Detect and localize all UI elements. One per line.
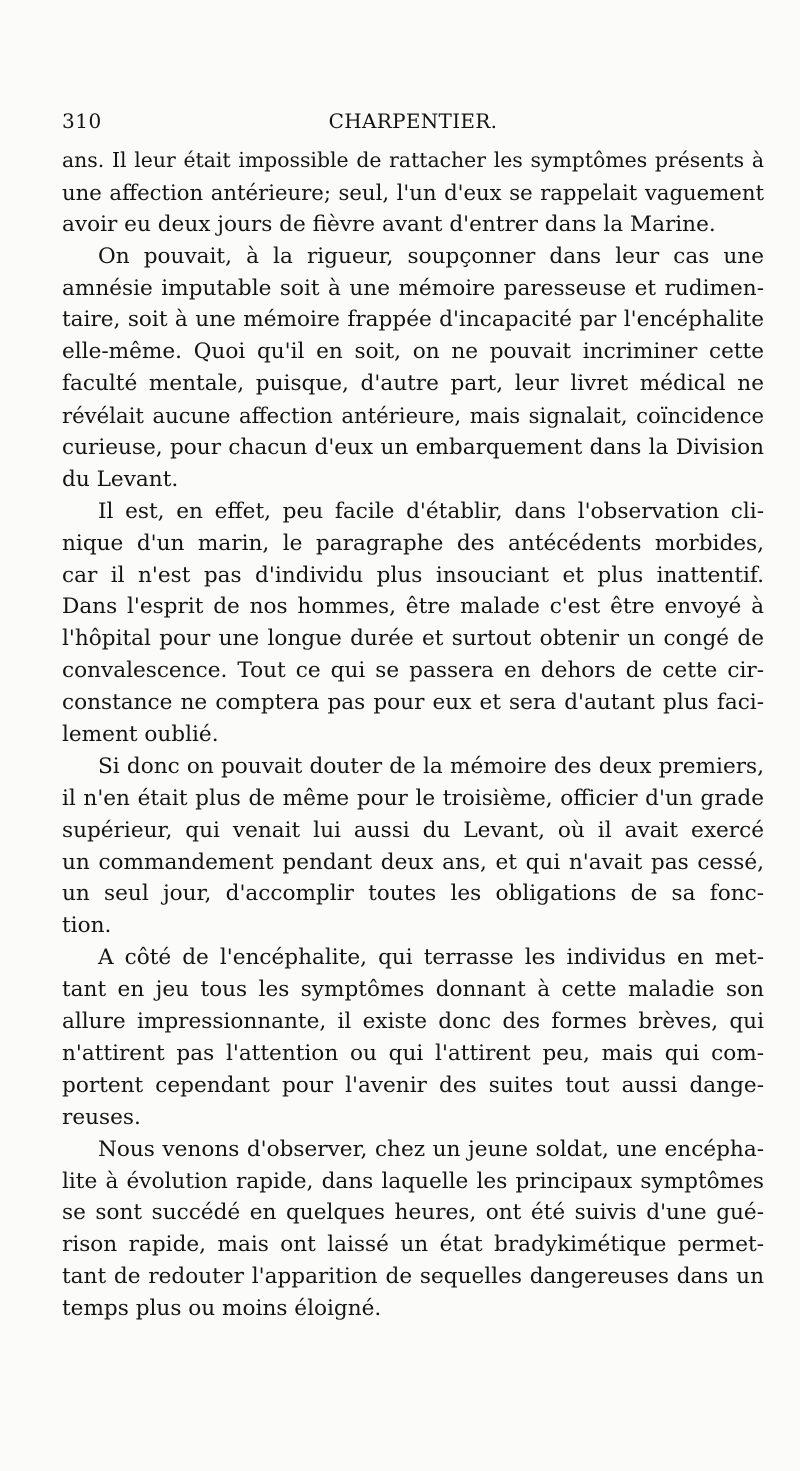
running-head: CHARPENTIER. — [328, 109, 498, 133]
text-line: temps plus ou moins éloigné. — [62, 1296, 382, 1322]
text-line: On pouvait, à la rigueur, soupçonner dans leur cas une — [98, 243, 764, 269]
text-line: Nous venons d'observer, chez un jeune soldat, une encépha- — [98, 1136, 764, 1162]
text-line: lite à évolution rapide, dans laquelle les principaux symptômes — [62, 1168, 764, 1194]
text-line: du Levant. — [62, 466, 179, 492]
text-line: nique d'un marin, le paragraphe des antécédents morbides, — [62, 530, 764, 556]
text-line: ans. Il leur était impossible de rattacher les symptômes présents à — [62, 148, 764, 172]
text-line: reuses. — [62, 1104, 141, 1130]
text-line: tant de redouter l'apparition de sequelles dangereuses dans un — [62, 1264, 764, 1290]
text-line: Si donc on pouvait douter de la mémoire des deux premiers, — [98, 753, 764, 779]
text-line: se sont succédé en quelques heures, ont été suivis d'une gué- — [62, 1200, 764, 1226]
text-line: tant en jeu tous les symptômes donnant à cette maladie son — [62, 977, 764, 1003]
text-line: tion. — [62, 913, 112, 939]
text-line: amnésie imputable soit à une mémoire paresseuse et rudimen- — [62, 275, 764, 301]
text-line: convalescence. Tout ce qui se passera en dehors de cette cir- — [62, 658, 764, 684]
text-line: une affection antérieure; seul, l'un d'eux se rappelait vaguement — [62, 179, 764, 205]
text-line: l'hôpital pour une longue durée et surtout obtenir un congé de — [62, 626, 764, 652]
text-line: révélait aucune affection antérieure, mais signalait, coïncidence — [62, 403, 764, 429]
page-header — [62, 106, 764, 136]
text-line: Il est, en effet, peu facile d'établir, dans l'observation cli- — [98, 498, 764, 524]
text-line: rison rapide, mais ont laissé un état bradykimétique permet- — [62, 1232, 764, 1258]
text-line: taire, soit à une mémoire frappée d'incapacité par l'encéphalite — [62, 307, 764, 333]
text-line: car il n'est pas d'individu plus insouciant et plus inattentif. — [62, 562, 764, 588]
text-line: curieuse, pour chacun d'eux un embarquement dans la Division — [62, 435, 764, 461]
text-line: elle-même. Quoi qu'il en soit, on ne pouvait incriminer cette — [62, 339, 764, 365]
text-line: A côté de l'encéphalite, qui terrasse les individus en met- — [98, 945, 764, 971]
text-line: il n'en était plus de même pour le troisième, officier d'un grade — [62, 785, 764, 811]
text-line: portent cependant pour l'avenir des suites tout aussi dange- — [62, 1072, 764, 1098]
text-line: supérieur, qui venait lui aussi du Levant, où il avait exercé — [62, 817, 764, 843]
text-line: un commandement pendant deux ans, et qui n'avait pas cessé, — [62, 849, 764, 875]
text-line: allure impressionnante, il existe donc des formes brèves, qui — [62, 1009, 764, 1035]
text-line: constance ne comptera pas pour eux et sera d'autant plus faci- — [62, 690, 764, 716]
text-line: lement oublié. — [62, 722, 219, 748]
text-line: faculté mentale, puisque, d'autre part, leur livret médical ne — [62, 371, 764, 397]
text-line: n'attirent pas l'attention ou qui l'attirent peu, mais qui com- — [62, 1040, 764, 1066]
page-number: 310 — [62, 109, 102, 133]
text-line: Dans l'esprit de nos hommes, être malade c'est être envoyé à — [62, 594, 764, 620]
body-text — [62, 145, 764, 1325]
text-line: avoir eu deux jours de fièvre avant d'entrer dans la Marine. — [62, 211, 716, 237]
text-line: un seul jour, d'accomplir toutes les obligations de sa fonc- — [62, 881, 764, 907]
